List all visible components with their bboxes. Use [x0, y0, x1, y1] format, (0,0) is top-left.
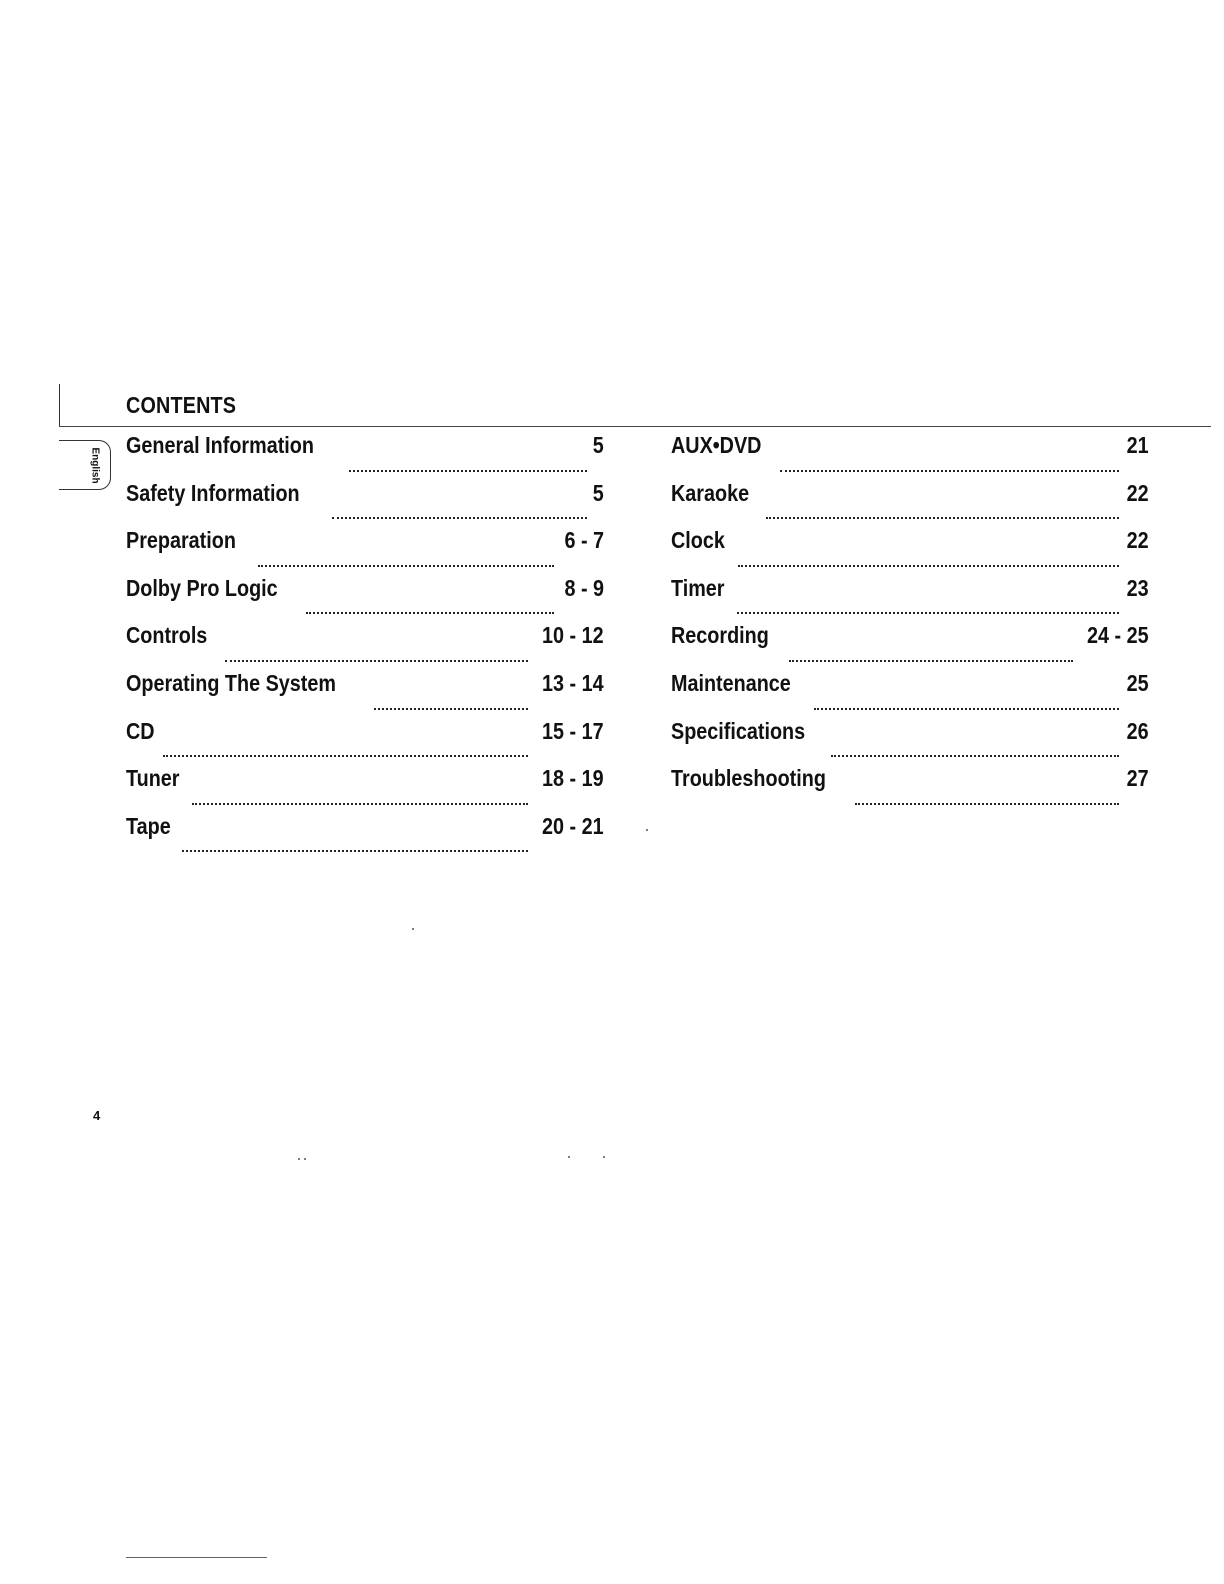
toc-row[interactable] [671, 432, 1149, 480]
toc-entry-page: 6 - 7 [564, 527, 604, 554]
toc-leader-dots [258, 565, 554, 567]
toc-leader-dots [332, 517, 587, 519]
toc-row[interactable] [671, 622, 1149, 670]
toc-right-column [671, 432, 1149, 813]
toc-leader-dots [163, 755, 528, 757]
toc-entry-page: 18 - 19 [542, 765, 604, 792]
toc-leader-dots [789, 660, 1074, 662]
toc-entry-label: Karaoke [671, 479, 750, 506]
toc-leader-dots [737, 612, 1119, 614]
toc-entry-page: 26 [1126, 717, 1149, 744]
toc-row[interactable] [126, 575, 604, 623]
toc-leader-dots [766, 517, 1120, 519]
toc-entry-page: 5 [592, 432, 604, 458]
toc-row[interactable] [671, 480, 1149, 528]
header-divider [59, 426, 1211, 427]
toc-row[interactable] [671, 670, 1149, 718]
toc-leader-dots [738, 565, 1120, 567]
toc-row[interactable] [126, 622, 604, 670]
toc-entry-label: Clock [671, 527, 725, 554]
toc-leader-dots [374, 708, 528, 710]
scan-speck [298, 1158, 300, 1160]
toc-entry-label: Controls [126, 622, 208, 649]
scan-speck [304, 1158, 306, 1160]
toc-entry-label: Safety Information [126, 479, 300, 506]
scan-speck [646, 829, 648, 831]
toc-leader-dots [182, 850, 528, 852]
toc-entry-page: 10 - 12 [542, 622, 604, 649]
toc-row[interactable] [126, 527, 604, 575]
toc-entry-label: Recording [671, 622, 769, 649]
toc-entry-page: 21 [1126, 432, 1149, 458]
toc-entry-label: Timer [671, 574, 725, 601]
toc-entry-label: Tape [126, 812, 171, 839]
toc-entry-label: Maintenance [671, 669, 791, 696]
toc-entry-page: 15 - 17 [542, 717, 604, 744]
toc-entry-page: 22 [1126, 527, 1149, 554]
toc-row[interactable] [126, 432, 604, 480]
toc-entry-page: 22 [1126, 479, 1149, 506]
toc-entry-page: 8 - 9 [564, 574, 604, 601]
toc-entry-page: 13 - 14 [542, 669, 604, 696]
toc-entry-page: 24 - 25 [1087, 622, 1149, 649]
toc-entry-label: Operating The System [126, 669, 336, 696]
toc-entry-label: Dolby Pro Logic [126, 574, 278, 601]
toc-entry-label: Troubleshooting [671, 765, 826, 792]
toc-leader-dots [855, 803, 1119, 805]
margin-rule [59, 384, 60, 426]
footer-rule [126, 1557, 267, 1558]
toc-leader-dots [349, 470, 588, 472]
toc-entry-label: AUX•DVD [671, 432, 762, 458]
toc-leader-dots [814, 708, 1119, 710]
toc-entry-label: General Information [126, 432, 314, 458]
toc-leader-dots [831, 755, 1119, 757]
toc-row[interactable] [671, 527, 1149, 575]
scan-speck [568, 1156, 570, 1158]
toc-entry-page: 23 [1126, 574, 1149, 601]
toc-row[interactable] [126, 765, 604, 813]
toc-row[interactable] [126, 813, 604, 861]
scan-speck [412, 928, 414, 930]
toc-leader-dots [306, 612, 554, 614]
toc-entry-page: 5 [592, 479, 604, 506]
toc-entry-label: CD [126, 717, 155, 744]
toc-left-column [126, 432, 604, 860]
toc-row[interactable] [126, 670, 604, 718]
toc-row[interactable] [671, 575, 1149, 623]
toc-entry-label: Specifications [671, 717, 806, 744]
toc-row[interactable] [671, 718, 1149, 766]
toc-row[interactable] [671, 765, 1149, 813]
page-number: 4 [93, 1108, 101, 1123]
toc-leader-dots [780, 470, 1119, 472]
toc-row[interactable] [126, 718, 604, 766]
toc-entry-label: Preparation [126, 527, 236, 554]
toc-entry-label: Tuner [126, 765, 180, 792]
page-title: CONTENTS [126, 392, 237, 418]
toc-row[interactable] [126, 480, 604, 528]
toc-entry-page: 27 [1126, 765, 1149, 792]
scan-speck [603, 1156, 605, 1158]
language-tab-label-wrap [80, 446, 110, 484]
language-tab-label: English [89, 446, 101, 484]
toc-leader-dots [192, 803, 528, 805]
toc-entry-page: 20 - 21 [542, 812, 604, 839]
toc-entry-page: 25 [1126, 669, 1149, 696]
toc-leader-dots [225, 660, 529, 662]
